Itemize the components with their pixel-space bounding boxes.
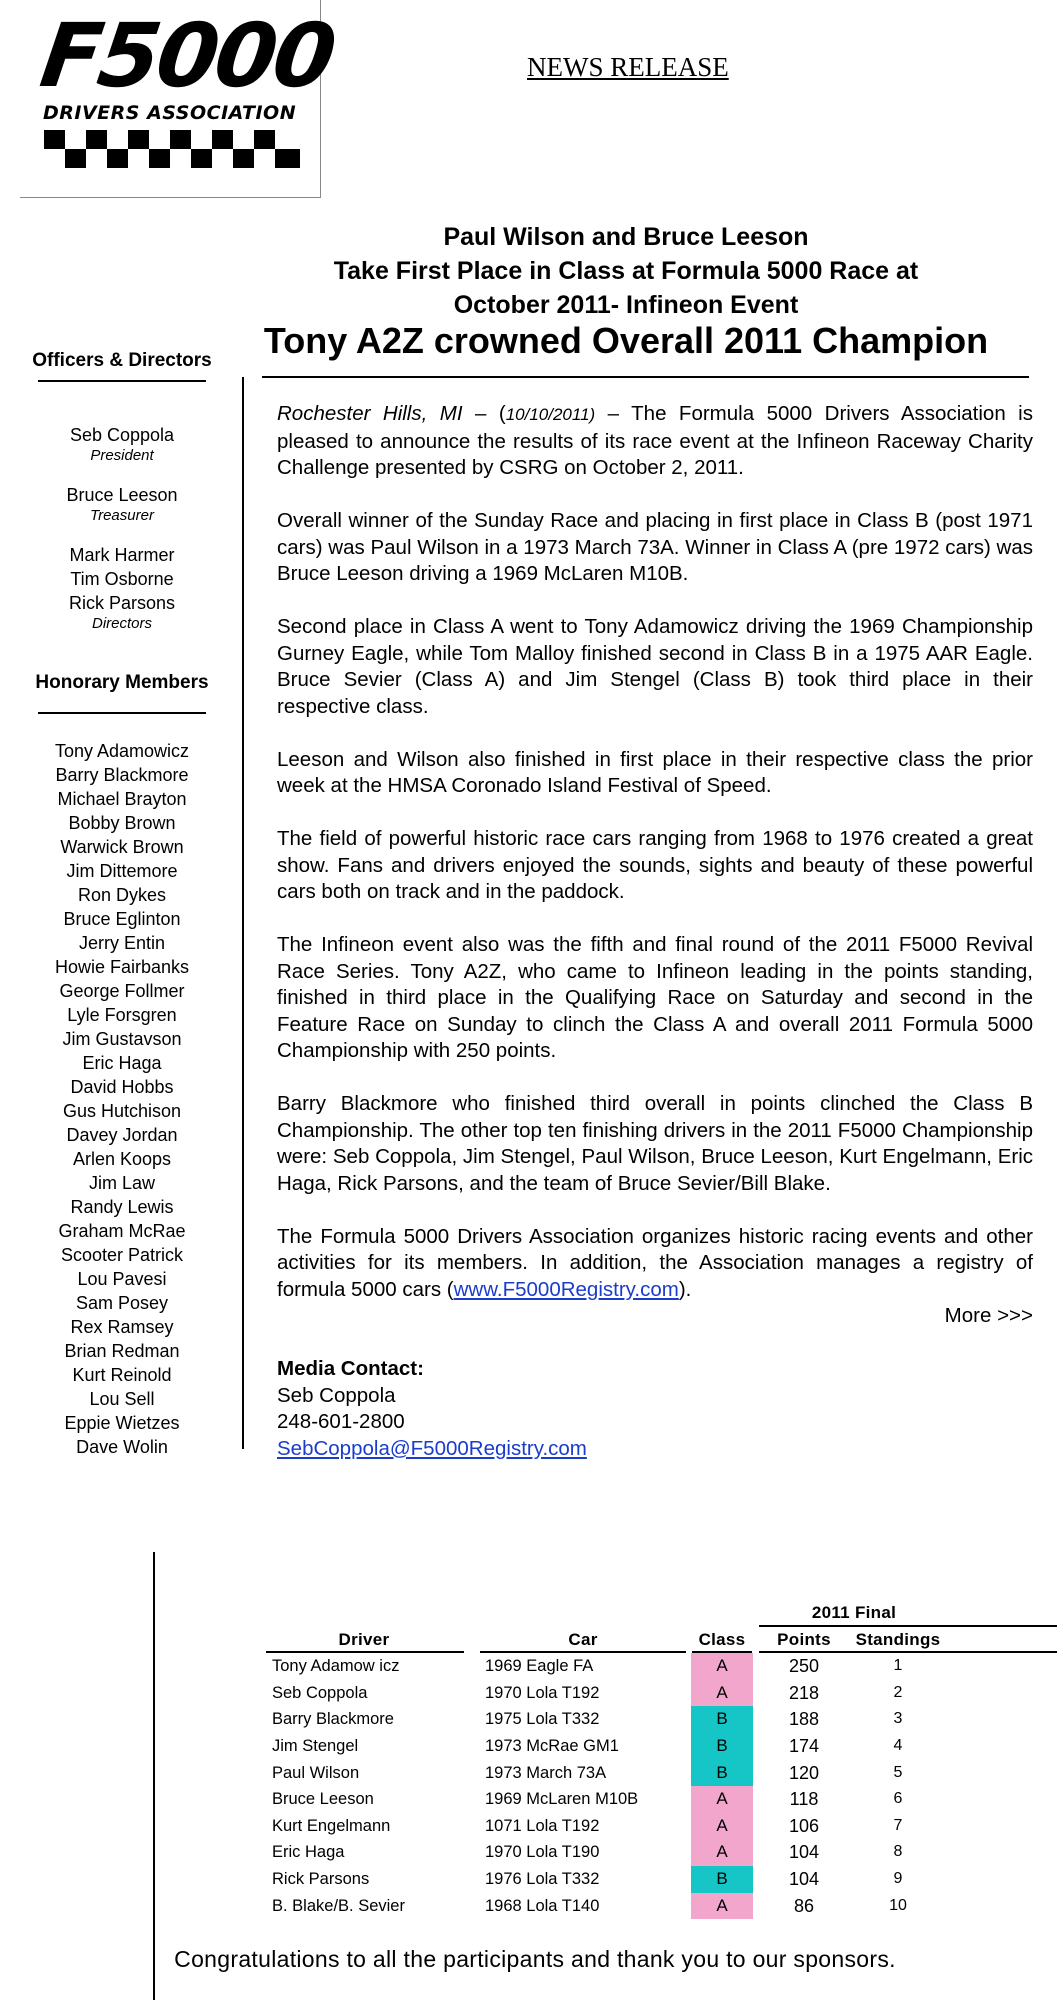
honorary-member: Michael Brayton [57, 789, 187, 809]
paragraph-second-place: Second place in Class A went to Tony Adamowicz driving the 1969 Championship Gurney Eagle, while Tom Malloy finished second in Class B in a 1975 AAR Eagle. Bruce Sevier (Class A) and Jim Stengel (Class B) took third place in their respective class. [277, 615, 1033, 718]
points-cell: 188 [788, 1709, 820, 1730]
class-cell: A [691, 1813, 753, 1840]
paragraph-series: The Infineon event also was the fifth and final round of the 2011 F5000 Revival Race Series. Tony A2Z, who came to Infineon leading in the points standing, finished in third place in the Qualifying Race on Saturday and second in the Feature Race on Sunday to clinch the Class A and overall 2011 Formula 5000 Championship with 250 points. [277, 933, 1033, 1062]
standing-cell: 7 [893, 1816, 903, 1834]
officer-role: President [90, 447, 154, 464]
paragraph-intro-text: – The Formula 5000 Drivers Association is pleased to announce the results of its race event at the Infineon Raceway Charity Challenge presented by CSRG on October 2, 2011. [277, 402, 1033, 479]
standing-cell: 1 [893, 1657, 903, 1675]
honorary-member: Barry Blackmore [55, 765, 189, 785]
officer-name: Seb Coppola [69, 425, 175, 445]
honorary-list [12, 739, 232, 1459]
class-cell: B [691, 1733, 753, 1760]
checkered-flag-icon [44, 130, 300, 168]
driver-cell: Bruce Leeson [272, 1790, 374, 1809]
col-header-class: Class [698, 1629, 746, 1649]
director-name: Mark Harmer [69, 545, 175, 565]
congratulations-message: Congratulations to all the participants and thank you to our sponsors. [174, 1946, 896, 1972]
class-cell: A [691, 1839, 753, 1866]
car-cell: 1970 Lola T190 [485, 1843, 600, 1862]
standing-cell: 2 [893, 1683, 903, 1701]
officer-name: Bruce Leeson [66, 485, 178, 505]
directors-role: Directors [91, 615, 152, 632]
class-cell: B [691, 1706, 753, 1733]
honorary-member: Davey Jordan [66, 1125, 178, 1145]
car-cell: 1071 Lola T192 [485, 1816, 600, 1835]
class-cell: A [691, 1680, 753, 1707]
driver-cell: Kurt Engelmann [272, 1816, 391, 1835]
paragraph-association-text: The Formula 5000 Drivers Association organizes historic racing events and other activities for its members. In addition, the Association manages a registry of formula 5000 cars ( [277, 1224, 1033, 1301]
honorary-member: Jim Gustavson [62, 1029, 182, 1049]
points-cell: 104 [788, 1868, 820, 1889]
car-cell: 1969 Eagle FA [485, 1657, 594, 1676]
logo-subtitle: DRIVERS ASSOCIATION [43, 102, 297, 124]
standing-cell: 9 [893, 1869, 903, 1887]
driver-cell: Tony Adamow icz [272, 1657, 400, 1676]
standing-cell: 6 [893, 1790, 903, 1808]
table-left-rule [153, 1552, 155, 2000]
officer-role: Treasurer [90, 507, 154, 524]
headline-line-3: October 2011- Infineon Event [453, 291, 799, 319]
standing-cell: 10 [889, 1896, 907, 1914]
honorary-member: Jim Law [88, 1173, 155, 1193]
honorary-heading [12, 672, 232, 694]
paragraph-winners: Overall winner of the Sunday Race and placing in first place in Class B (post 1971 cars) was Paul Wilson in a 1973 March 73A. Winner in Class A (pre 1972 cars) was Bruce Leeson driving a 1969 McLaren M10B. [277, 509, 1033, 585]
honorary-member: Brian Redman [64, 1341, 180, 1361]
honorary-member: Arlen Koops [72, 1149, 172, 1169]
car-cell: 1968 Lola T140 [485, 1896, 600, 1915]
driver-cell: Eric Haga [272, 1843, 345, 1862]
logo [20, 0, 340, 198]
media-contact-name: Seb Coppola [277, 1383, 396, 1407]
honorary-member: Tony Adamowicz [54, 741, 190, 761]
driver-cell: B. Blake/B. Sevier [272, 1896, 405, 1915]
car-cell: 1975 Lola T332 [485, 1710, 600, 1729]
honorary-member: Rex Ramsey [70, 1317, 174, 1337]
media-contact-heading: Media Contact: [277, 1357, 424, 1380]
class-cell: A [691, 1653, 753, 1680]
points-cell: 174 [788, 1735, 820, 1756]
honorary-member: Bobby Brown [68, 813, 176, 833]
driver-cell: Jim Stengel [272, 1736, 359, 1755]
standing-cell: 3 [893, 1710, 903, 1728]
dateline-dash: – ( [462, 402, 506, 425]
points-cell: 218 [788, 1682, 820, 1703]
officers-heading-text: Officers & Directors [32, 350, 212, 371]
media-contact-email[interactable]: SebCoppola@F5000Registry.com [277, 1436, 587, 1460]
honorary-member: Dave Wolin [76, 1437, 168, 1457]
honorary-heading-text: Honorary Members [35, 672, 209, 693]
col-header-standings: Standings [855, 1629, 941, 1649]
sidebar-divider [242, 377, 244, 1449]
honorary-divider [38, 712, 206, 714]
dateline-date: 10/10/2011) [505, 405, 596, 424]
driver-cell: Paul Wilson [272, 1763, 360, 1782]
media-contact-phone: 248-601-2800 [277, 1410, 405, 1433]
honorary-member: David Hobbs [70, 1077, 174, 1097]
class-cell: A [691, 1893, 753, 1920]
standing-cell: 8 [893, 1843, 903, 1861]
car-cell: 1973 McRae GM1 [485, 1736, 619, 1755]
dateline-place: Rochester Hills, MI [277, 402, 463, 425]
honorary-member: Sam Posey [75, 1293, 169, 1313]
release-body [277, 401, 1033, 1462]
paragraph-association-end: ). [678, 1277, 692, 1301]
honorary-member: Eppie Wietzes [64, 1413, 180, 1433]
headline-line-1: Paul Wilson and Bruce Leeson [443, 223, 809, 251]
director-name: Rick Parsons [68, 593, 176, 613]
honorary-member: Randy Lewis [70, 1197, 174, 1217]
class-cell: B [691, 1760, 753, 1787]
honorary-member: Scooter Patrick [60, 1245, 184, 1265]
officers-list [12, 423, 232, 633]
news-release-title: NEWS RELEASE [527, 52, 729, 82]
honorary-member: Eric Haga [82, 1053, 162, 1073]
more-link[interactable]: More >>> [944, 1304, 1033, 1327]
car-cell: 1976 Lola T332 [485, 1869, 600, 1888]
headline-champion: Tony A2Z crowned Overall 2011 Champion [263, 320, 989, 361]
car-cell: 1969 McLaren M10B [485, 1790, 639, 1809]
driver-cell: Barry Blackmore [272, 1710, 394, 1729]
honorary-member: Ron Dykes [77, 885, 167, 905]
honorary-member: Gus Hutchison [62, 1101, 182, 1121]
logo-wordmark: F5000 [34, 4, 340, 107]
honorary-member: Jerry Entin [78, 933, 166, 953]
honorary-member: Jim Dittemore [66, 861, 178, 881]
paragraph-association [277, 1224, 1033, 1304]
driver-cell: Seb Coppola [272, 1683, 368, 1702]
group-header-label: 2011 Final [811, 1603, 897, 1622]
registry-link[interactable]: www.F5000Registry.com [453, 1277, 679, 1301]
honorary-member: Howie Fairbanks [54, 957, 190, 977]
car-cell: 1970 Lola T192 [485, 1683, 600, 1702]
headline-line-2: Take First Place in Class at Formula 5000 Race at [333, 257, 919, 285]
officers-heading [12, 350, 232, 372]
honorary-member: Lou Pavesi [77, 1269, 167, 1289]
car-cell: 1973 March 73A [485, 1763, 607, 1782]
media-contact [277, 1356, 1033, 1462]
paragraph-field: The field of powerful historic race cars ranging from 1968 to 1976 created a great show. Fans and drivers enjoyed the sounds, sights and beauty of these powerful cars both on track and in the paddock. [277, 827, 1033, 903]
director-name: Tim Osborne [70, 569, 174, 589]
points-cell: 104 [788, 1842, 820, 1863]
honorary-member: Kurt Reinold [72, 1365, 172, 1385]
honorary-member: George Follmer [59, 981, 185, 1001]
driver-cell: Rick Parsons [272, 1869, 370, 1888]
headline [250, 220, 1002, 322]
points-cell: 250 [788, 1656, 820, 1677]
col-header-driver: Driver [338, 1629, 390, 1649]
honorary-member: Bruce Eglinton [63, 909, 181, 929]
paragraph-top-ten: Barry Blackmore who finished third overall in points clinched the Class B Championship. The other top ten finishing drivers in the 2011 F5000 Championship were: Seb Coppola, Jim Stengel, Paul Wilson, Bruce Leeson, Kurt Engelmann, Eric Haga, Rick Parsons, and the team of Bruce Sevier/Bill Blake. [277, 1092, 1033, 1195]
points-cell: 120 [788, 1762, 820, 1783]
points-cell: 86 [793, 1895, 815, 1916]
class-cell: B [691, 1866, 753, 1893]
paragraph-coronado: Leeson and Wilson also finished in first place in their respective class the prior week at the HMSA Coronado Island Festival of Speed. [277, 747, 1033, 797]
honorary-member: Warwick Brown [60, 837, 184, 857]
standing-cell: 4 [893, 1736, 903, 1754]
points-cell: 106 [788, 1815, 820, 1836]
headline-divider [262, 376, 1029, 378]
honorary-member: Graham McRae [58, 1221, 186, 1241]
col-header-car: Car [568, 1629, 598, 1649]
points-cell: 118 [789, 1789, 819, 1810]
col-header-points: Points [777, 1629, 831, 1649]
officers-divider [38, 380, 206, 382]
paragraph-intro [277, 401, 1033, 482]
honorary-member: Lyle Forsgren [67, 1005, 177, 1025]
class-cell: A [691, 1786, 753, 1813]
honorary-member: Lou Sell [89, 1389, 155, 1409]
standing-cell: 5 [893, 1763, 903, 1781]
